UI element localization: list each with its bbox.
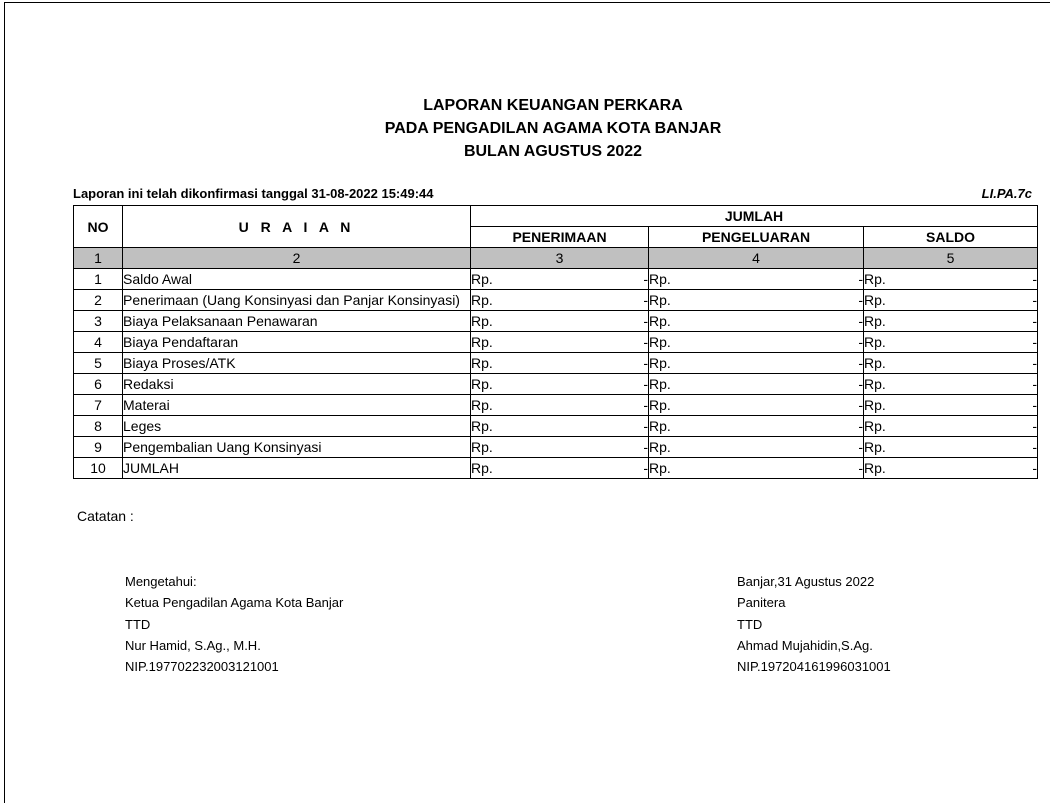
- signature-right-line: NIP.197204161996031001: [737, 659, 891, 675]
- currency-label: Rp.: [864, 439, 886, 455]
- signature-right-line: Ahmad Mujahidin,S.Ag.: [737, 637, 873, 653]
- table-row: [74, 437, 1038, 458]
- column-index: 5: [864, 248, 1038, 269]
- row-saldo-cell: [864, 458, 1038, 479]
- amount-value: -: [858, 418, 863, 434]
- currency-label: Rp.: [864, 271, 886, 287]
- table-row: [74, 416, 1038, 437]
- row-saldo-cell: [864, 269, 1038, 290]
- table-row: [74, 332, 1038, 353]
- amount-value: -: [1032, 313, 1037, 329]
- amount-value: -: [858, 271, 863, 287]
- row-number: 4: [74, 332, 123, 353]
- currency-label: Rp.: [864, 334, 886, 350]
- amount-value: -: [858, 460, 863, 476]
- signature-left-line: Nur Hamid, S.Ag., M.H.: [125, 637, 261, 653]
- row-saldo-cell: [864, 290, 1038, 311]
- signature-left-line: Mengetahui:: [125, 574, 197, 589]
- header-penerimaan: PENERIMAAN: [471, 227, 649, 248]
- amount-value: -: [643, 271, 648, 287]
- row-saldo-cell: [864, 374, 1038, 395]
- column-index-row: [74, 248, 1038, 269]
- row-uraian: Penerimaan (Uang Konsinyasi dan Panjar Konsinyasi): [123, 290, 471, 311]
- header-no: NO: [74, 206, 123, 248]
- currency-label: Rp.: [864, 376, 886, 392]
- row-penerimaan-cell: [471, 332, 649, 353]
- row-pengeluaran-cell: [649, 395, 864, 416]
- table-row: [74, 458, 1038, 479]
- signature-right-line: Panitera: [737, 595, 786, 611]
- column-index: 1: [74, 248, 123, 269]
- row-number: 7: [74, 395, 123, 416]
- currency-label: Rp.: [864, 313, 886, 329]
- row-saldo-cell: [864, 437, 1038, 458]
- currency-label: Rp.: [864, 460, 886, 476]
- row-penerimaan-cell: [471, 269, 649, 290]
- currency-label: Rp.: [471, 439, 493, 455]
- confirmation-text: Laporan ini telah dikonfirmasi tanggal 31-08-2022 15:49:44: [73, 186, 434, 201]
- signature-right-line: Banjar,31 Agustus 2022: [737, 574, 875, 589]
- currency-label: Rp.: [649, 292, 671, 308]
- report-title-line-3: BULAN AGUSTUS 2022: [463, 143, 643, 160]
- row-number: 2: [74, 290, 123, 311]
- signature-right-line: TTD: [737, 616, 763, 632]
- form-code: LI.PA.7c: [981, 186, 1032, 201]
- header-pengeluaran: PENGELUARAN: [649, 227, 864, 248]
- table-row: [74, 269, 1038, 290]
- amount-value: -: [643, 418, 648, 434]
- row-pengeluaran-cell: [649, 290, 864, 311]
- row-saldo-cell: [864, 395, 1038, 416]
- row-number: 6: [74, 374, 123, 395]
- currency-label: Rp.: [471, 355, 493, 371]
- amount-value: -: [858, 397, 863, 413]
- row-number: 8: [74, 416, 123, 437]
- amount-value: -: [858, 355, 863, 371]
- amount-value: -: [1032, 355, 1037, 371]
- amount-value: -: [1032, 292, 1037, 308]
- row-uraian: Leges: [123, 416, 471, 437]
- amount-value: -: [858, 292, 863, 308]
- amount-value: -: [643, 376, 648, 392]
- row-penerimaan-cell: [471, 416, 649, 437]
- currency-label: Rp.: [649, 313, 671, 329]
- currency-label: Rp.: [864, 397, 886, 413]
- currency-label: Rp.: [471, 334, 493, 350]
- table-row: [74, 395, 1038, 416]
- row-saldo-cell: [864, 311, 1038, 332]
- row-penerimaan-cell: [471, 395, 649, 416]
- amount-value: -: [643, 355, 648, 371]
- amount-value: -: [643, 439, 648, 455]
- currency-label: Rp.: [471, 418, 493, 434]
- column-index: 4: [649, 248, 864, 269]
- amount-value: -: [858, 313, 863, 329]
- amount-value: -: [1032, 376, 1037, 392]
- row-penerimaan-cell: [471, 290, 649, 311]
- currency-label: Rp.: [471, 460, 493, 476]
- row-pengeluaran-cell: [649, 458, 864, 479]
- amount-value: -: [1032, 418, 1037, 434]
- table-row: [74, 290, 1038, 311]
- amount-value: -: [643, 460, 648, 476]
- currency-label: Rp.: [471, 271, 493, 287]
- financial-report-table: [73, 205, 1038, 479]
- column-index: 3: [471, 248, 649, 269]
- currency-label: Rp.: [649, 355, 671, 371]
- row-saldo-cell: [864, 416, 1038, 437]
- currency-label: Rp.: [471, 376, 493, 392]
- table-row: [74, 353, 1038, 374]
- table-row: [74, 374, 1038, 395]
- currency-label: Rp.: [864, 355, 886, 371]
- signature-block-right: [737, 571, 891, 677]
- row-number: 10: [74, 458, 123, 479]
- row-uraian: Biaya Proses/ATK: [123, 353, 471, 374]
- row-penerimaan-cell: [471, 458, 649, 479]
- signature-block-left: [125, 571, 343, 677]
- signature-left-line: NIP.197702232003121001: [125, 659, 279, 675]
- row-pengeluaran-cell: [649, 353, 864, 374]
- row-pengeluaran-cell: [649, 311, 864, 332]
- header-saldo: SALDO: [864, 227, 1038, 248]
- amount-value: -: [1032, 460, 1037, 476]
- row-pengeluaran-cell: [649, 332, 864, 353]
- amount-value: -: [858, 439, 863, 455]
- row-saldo-cell: [864, 353, 1038, 374]
- catatan-label: Catatan :: [77, 508, 134, 524]
- row-number: 3: [74, 311, 123, 332]
- amount-value: -: [643, 397, 648, 413]
- row-uraian: JUMLAH: [123, 458, 471, 479]
- currency-label: Rp.: [471, 292, 493, 308]
- column-index: 2: [123, 248, 471, 269]
- amount-value: -: [643, 334, 648, 350]
- amount-value: -: [1032, 397, 1037, 413]
- row-pengeluaran-cell: [649, 416, 864, 437]
- header-uraian: U R A I A N: [123, 206, 471, 248]
- row-pengeluaran-cell: [649, 269, 864, 290]
- amount-value: -: [858, 334, 863, 350]
- row-number: 5: [74, 353, 123, 374]
- amount-value: -: [1032, 439, 1037, 455]
- currency-label: Rp.: [649, 334, 671, 350]
- row-uraian: Saldo Awal: [123, 269, 471, 290]
- signature-left-line: TTD: [125, 616, 151, 632]
- header-jumlah: JUMLAH: [471, 206, 1038, 227]
- currency-label: Rp.: [649, 376, 671, 392]
- row-saldo-cell: [864, 332, 1038, 353]
- amount-value: -: [643, 292, 648, 308]
- currency-label: Rp.: [649, 439, 671, 455]
- row-penerimaan-cell: [471, 437, 649, 458]
- row-penerimaan-cell: [471, 311, 649, 332]
- currency-label: Rp.: [649, 271, 671, 287]
- signature-left-line: Ketua Pengadilan Agama Kota Banjar: [125, 595, 344, 611]
- currency-label: Rp.: [471, 313, 493, 329]
- row-pengeluaran-cell: [649, 374, 864, 395]
- currency-label: Rp.: [649, 418, 671, 434]
- amount-value: -: [858, 376, 863, 392]
- row-number: 9: [74, 437, 123, 458]
- currency-label: Rp.: [864, 418, 886, 434]
- table-row: [74, 311, 1038, 332]
- row-number: 1: [74, 269, 123, 290]
- amount-value: -: [1032, 334, 1037, 350]
- row-uraian: Materai: [123, 395, 471, 416]
- row-uraian: Biaya Pelaksanaan Penawaran: [123, 311, 471, 332]
- report-title-line-2: PADA PENGADILAN AGAMA KOTA BANJAR: [384, 120, 722, 137]
- currency-label: Rp.: [471, 397, 493, 413]
- amount-value: -: [1032, 271, 1037, 287]
- row-uraian: Pengembalian Uang Konsinyasi: [123, 437, 471, 458]
- row-penerimaan-cell: [471, 353, 649, 374]
- row-penerimaan-cell: [471, 374, 649, 395]
- currency-label: Rp.: [864, 292, 886, 308]
- row-pengeluaran-cell: [649, 437, 864, 458]
- currency-label: Rp.: [649, 460, 671, 476]
- row-uraian: Biaya Pendaftaran: [123, 332, 471, 353]
- row-uraian: Redaksi: [123, 374, 471, 395]
- currency-label: Rp.: [649, 397, 671, 413]
- report-title-line-1: LAPORAN KEUANGAN PERKARA: [423, 97, 683, 114]
- amount-value: -: [643, 313, 648, 329]
